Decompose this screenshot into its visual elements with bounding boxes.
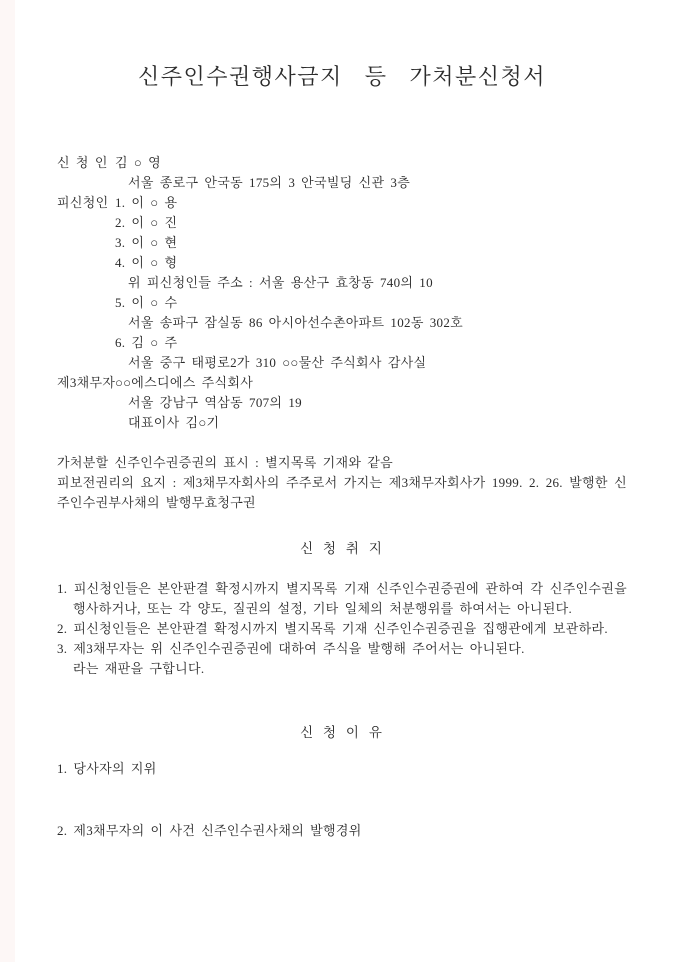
remarks-block (57, 453, 627, 513)
third-debtor-row (57, 373, 627, 433)
preserved-right-line: 피보전권리의 요지 : 제3채무자회사의 주주로서 가지는 제3채무자회사가 1999. 2. 26. 발행한 신주인수권부사채의 발행무효청구권 (57, 475, 627, 510)
third-debtor-address: 서울 강남구 역삼동 707의 19 (128, 395, 302, 410)
purpose-item-3: 3. 제3채무자는 위 신주인수권증권에 대하여 주식을 발행해 주어서는 아니된다. (57, 641, 525, 656)
respondent-4: 4. 이 ○ 형 (115, 255, 178, 270)
respondent-5-address: 서울 송파구 잠실동 86 아시아선수촌아파트 102동 302호 (128, 315, 464, 330)
third-debtor-label: 제3채무자 (57, 375, 116, 390)
respondent-1: 1. 이 ○ 용 (115, 195, 178, 210)
purpose-closing-line: 라는 재판을 구합니다. (73, 661, 205, 676)
purpose-item-1: 1. 피신청인들은 본안판결 확정시까지 별지목록 기재 신주인수권증권에 관하여 각 신주인수권을 행사하거나, 또는 각 양도, 질권의 설정, 기타 일체의 처분행위를 하여서는 아니된다. (57, 581, 627, 616)
attachment-indication-line: 가처분할 신주인수권증권의 표시 : 별지목록 기재와 같음 (57, 455, 393, 470)
parties-block (57, 153, 627, 433)
reason-section-heading: 신 청 이 유 (300, 725, 384, 740)
respondent-5: 5. 이 ○ 수 (115, 295, 178, 310)
purpose-item-2: 2. 피신청인들은 본안판결 확정시까지 별지목록 기재 신주인수권증권을 집행관에게 보관하라. (57, 621, 608, 636)
reason-item-1: 1. 당사자의 지위 (57, 761, 157, 776)
respondent-6: 6. 김 ○ 주 (115, 335, 178, 350)
third-debtor-name: ○○에스디에스 주식회사 (115, 375, 254, 390)
respondents-1-4-address: 위 피신청인들 주소 : 서울 용산구 효창동 740의 10 (128, 275, 433, 290)
reason-section-body (57, 759, 627, 841)
reason-item-2: 2. 제3채무자의 이 사건 신주인수권사채의 발행경위 (57, 823, 362, 838)
applicant-label: 신 청 인 (57, 155, 108, 170)
respondent-6-address: 서울 중구 태평로2가 310 ○○물산 주식회사 감사실 (128, 355, 427, 370)
purpose-section-body (57, 579, 627, 679)
applicant-name: 김 ○ 영 (115, 155, 161, 170)
respondents-row (57, 193, 627, 373)
applicant-address: 서울 종로구 안국동 175의 3 안국빌딩 신관 3층 (128, 175, 411, 190)
document-title: 신주인수권행사금지 등 가처분신청서 (137, 64, 547, 89)
applicant-row (57, 153, 627, 193)
purpose-section-heading: 신 청 취 지 (300, 541, 384, 556)
respondents-label: 피신청인 (57, 195, 109, 210)
respondent-3: 3. 이 ○ 현 (115, 235, 178, 250)
third-debtor-representative: 대표이사 김○기 (128, 415, 220, 430)
respondent-2: 2. 이 ○ 진 (115, 215, 178, 230)
